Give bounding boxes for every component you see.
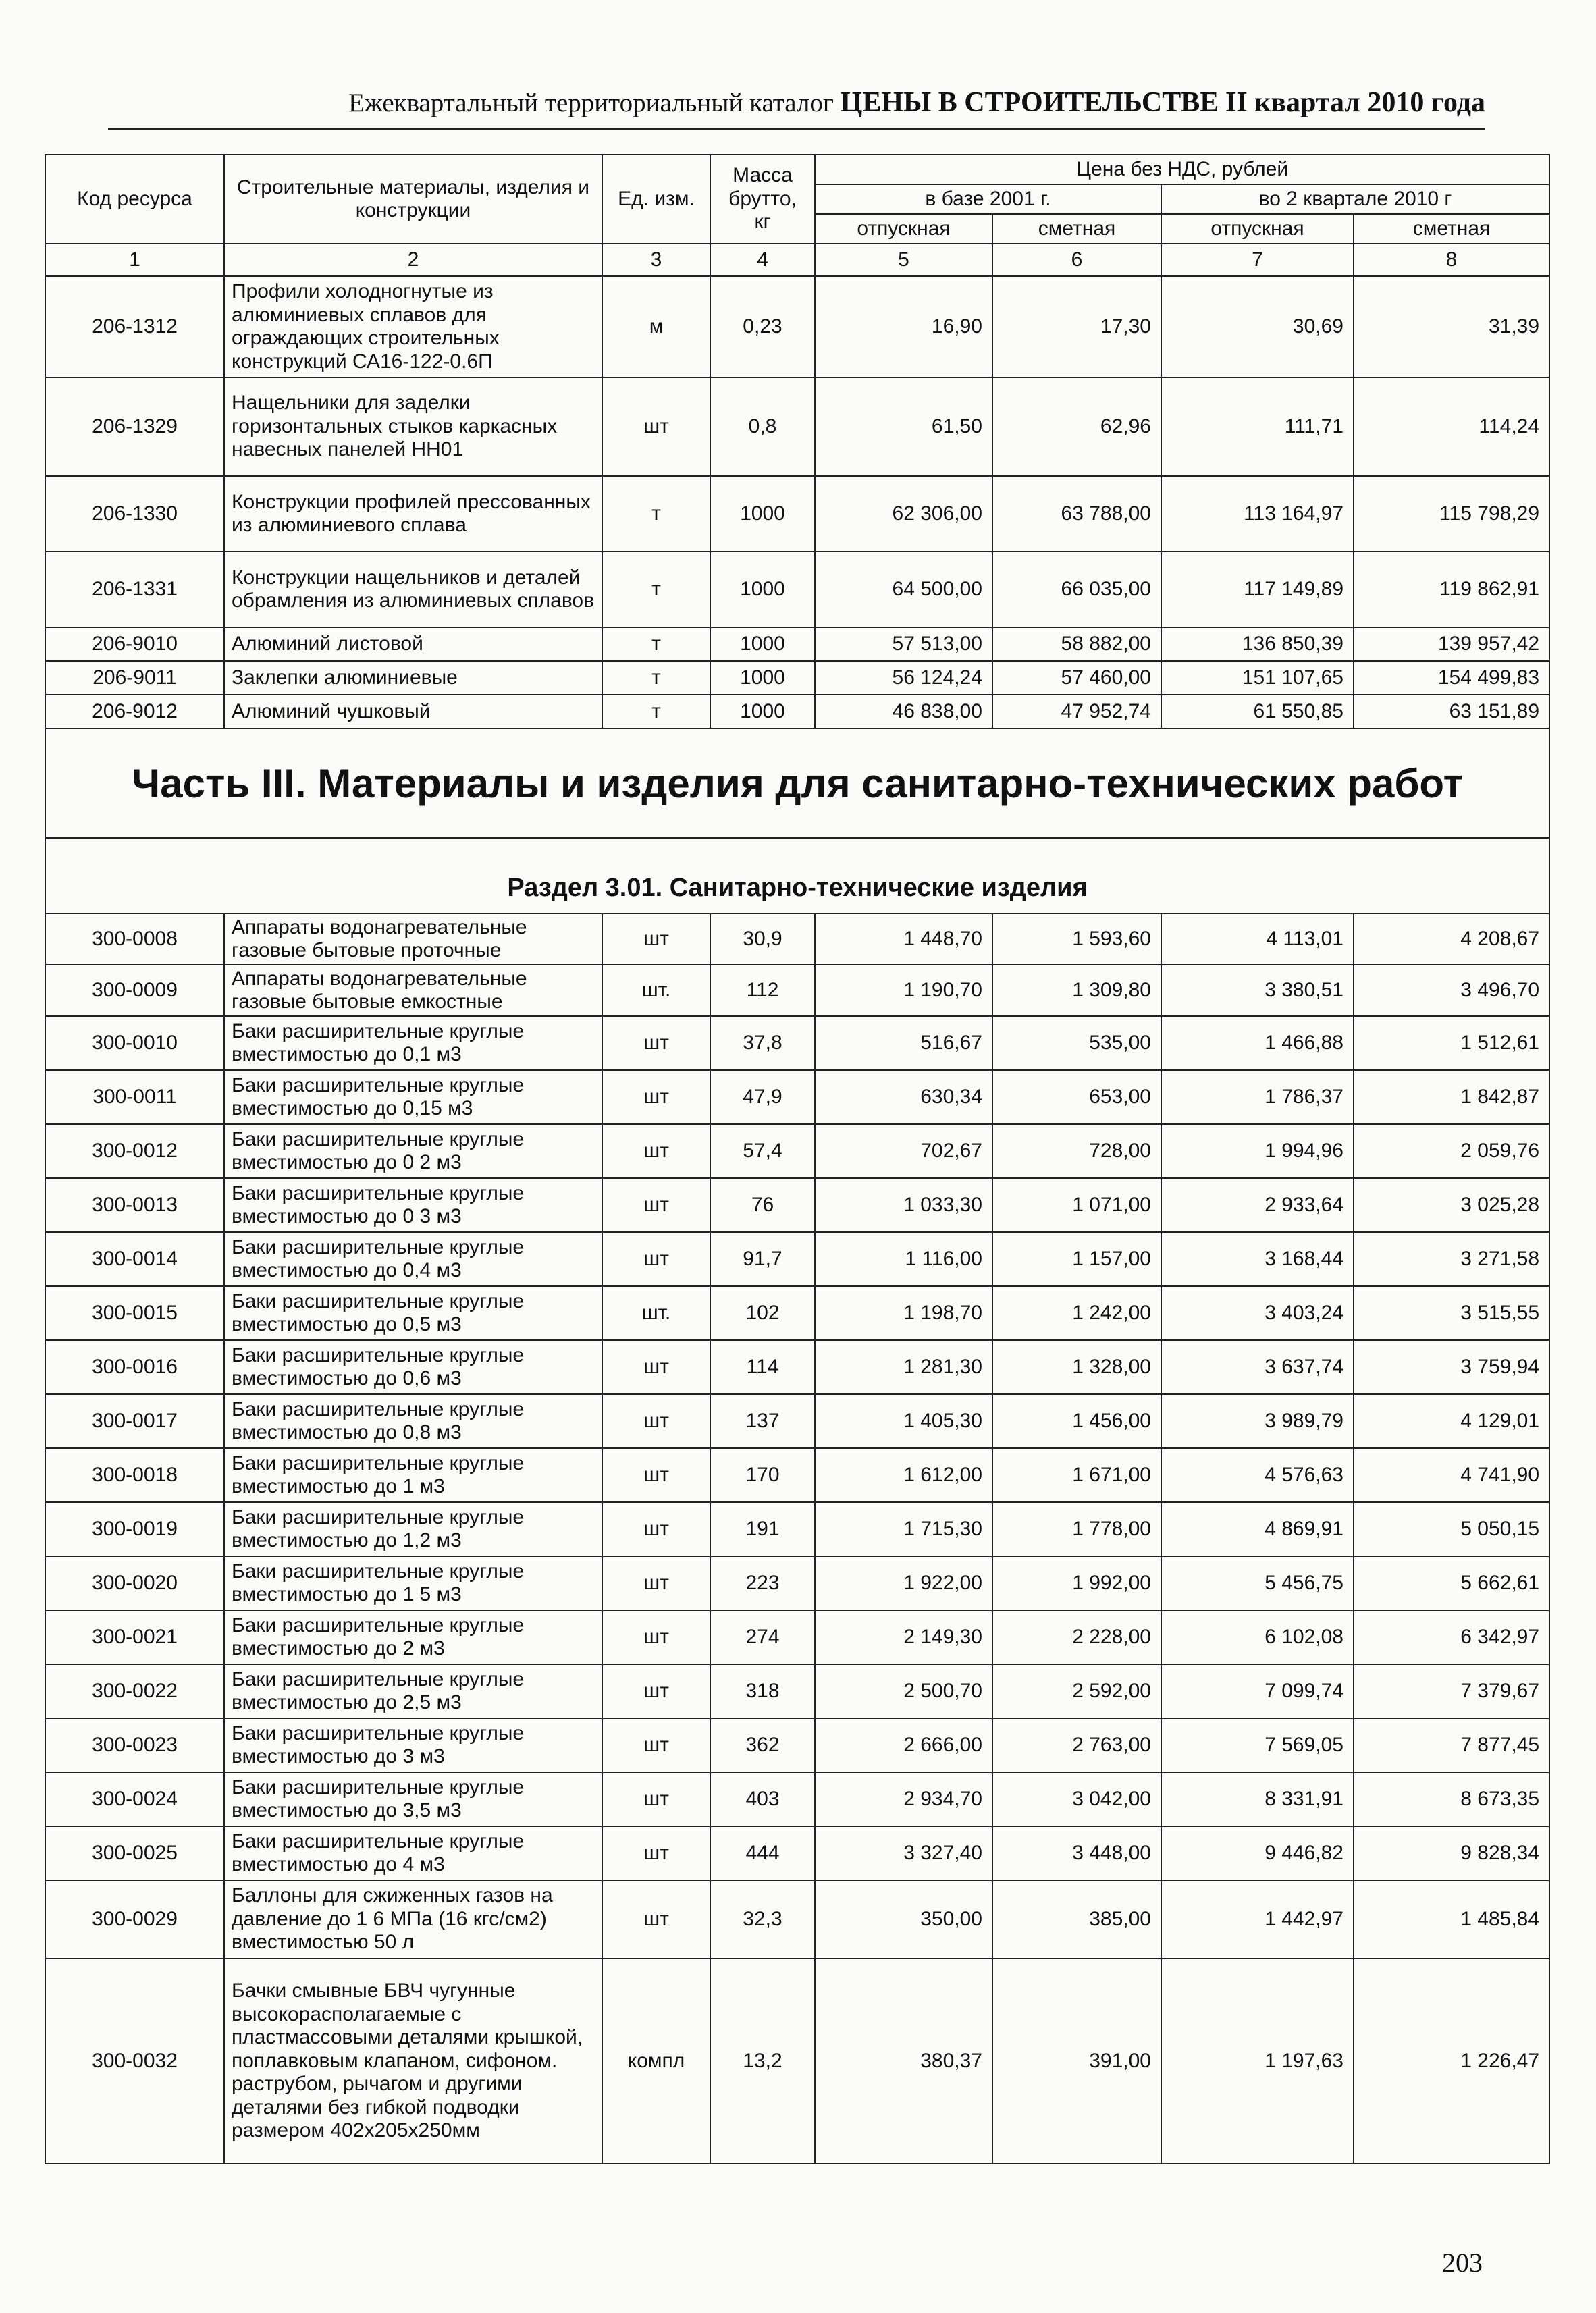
resource-code: 300-0023 xyxy=(45,1718,224,1772)
page-number: 203 xyxy=(1442,2248,1483,2278)
gross-mass: 57,4 xyxy=(710,1124,815,1178)
column-number: 7 xyxy=(1161,244,1354,276)
price-base-release: 3 327,40 xyxy=(815,1826,992,1880)
unit: шт xyxy=(602,1448,710,1502)
price-base-estimate: 1 593,60 xyxy=(992,913,1161,965)
price-base-release: 1 715,30 xyxy=(815,1502,992,1556)
gross-mass: 274 xyxy=(710,1610,815,1664)
resource-code: 300-0013 xyxy=(45,1178,224,1232)
unit: шт xyxy=(602,1502,710,1556)
table-row xyxy=(45,1772,1549,1826)
price-base-estimate: 63 788,00 xyxy=(992,476,1161,552)
price-base-release: 2 666,00 xyxy=(815,1718,992,1772)
table-row xyxy=(45,377,1549,476)
resource-code: 300-0011 xyxy=(45,1070,224,1124)
catalog-period: II квартал 2010 года xyxy=(1225,87,1485,118)
header-name: Строительные материалы, изделия и конструкции xyxy=(224,155,602,244)
resource-code: 300-0025 xyxy=(45,1826,224,1880)
price-current-estimate: 1 226,47 xyxy=(1354,1959,1549,2164)
gross-mass: 114 xyxy=(710,1340,815,1394)
price-current-estimate: 5 662,61 xyxy=(1354,1556,1549,1610)
material-name: Баки расширительные круглые вместимостью до 0,5 м3 xyxy=(224,1286,602,1340)
price-current-release: 3 403,24 xyxy=(1161,1286,1354,1340)
unit: шт xyxy=(602,377,710,476)
table-row xyxy=(45,1178,1549,1232)
header-mass: Масса брутто, кг xyxy=(710,155,815,244)
table-row xyxy=(45,1286,1549,1340)
gross-mass: 1000 xyxy=(710,661,815,695)
price-current-estimate: 139 957,42 xyxy=(1354,627,1549,661)
price-current-estimate: 7 379,67 xyxy=(1354,1664,1549,1718)
resource-code: 300-0032 xyxy=(45,1959,224,2164)
price-base-estimate: 1 456,00 xyxy=(992,1394,1161,1448)
unit: шт xyxy=(602,1718,710,1772)
price-current-estimate: 9 828,34 xyxy=(1354,1826,1549,1880)
resource-code: 300-0020 xyxy=(45,1556,224,1610)
gross-mass: 30,9 xyxy=(710,913,815,965)
gross-mass: 1000 xyxy=(710,552,815,627)
table-row xyxy=(45,1959,1549,2164)
resource-code: 300-0010 xyxy=(45,1016,224,1070)
price-current-estimate: 2 059,76 xyxy=(1354,1124,1549,1178)
price-base-release: 2 934,70 xyxy=(815,1772,992,1826)
header-code: Код ресурса xyxy=(45,155,224,244)
resource-code: 206-9011 xyxy=(45,661,224,695)
column-number: 4 xyxy=(710,244,815,276)
table-row xyxy=(45,1826,1549,1880)
price-current-estimate: 8 673,35 xyxy=(1354,1772,1549,1826)
price-current-estimate: 114,24 xyxy=(1354,377,1549,476)
resource-code: 206-9010 xyxy=(45,627,224,661)
material-name: Баки расширительные круглые вместимостью до 0,6 м3 xyxy=(224,1340,602,1394)
price-base-estimate: 728,00 xyxy=(992,1124,1161,1178)
resource-code: 300-0019 xyxy=(45,1502,224,1556)
price-base-release: 1 612,00 xyxy=(815,1448,992,1502)
price-base-release: 1 281,30 xyxy=(815,1340,992,1394)
resource-code: 300-0014 xyxy=(45,1232,224,1286)
price-current-release: 1 786,37 xyxy=(1161,1070,1354,1124)
unit: шт xyxy=(602,1070,710,1124)
column-number: 5 xyxy=(815,244,992,276)
resource-code: 300-0022 xyxy=(45,1664,224,1718)
price-current-release: 3 637,74 xyxy=(1161,1340,1354,1394)
price-current-release: 1 197,63 xyxy=(1161,1959,1354,2164)
resource-code: 300-0009 xyxy=(45,965,224,1016)
price-current-release: 4 869,91 xyxy=(1161,1502,1354,1556)
section-title: Раздел 3.01. Санитарно-технические изделия xyxy=(45,838,1549,913)
price-base-release: 62 306,00 xyxy=(815,476,992,552)
header-base-release: отпускная xyxy=(815,214,992,244)
price-base-estimate: 62,96 xyxy=(992,377,1161,476)
price-current-estimate: 3 496,70 xyxy=(1354,965,1549,1016)
price-base-release: 1 198,70 xyxy=(815,1286,992,1340)
unit: м xyxy=(602,276,710,377)
material-name: Конструкции нащельников и деталей обрамления из алюминиевых сплавов xyxy=(224,552,602,627)
material-name: Баки расширительные круглые вместимостью до 0,1 м3 xyxy=(224,1016,602,1070)
resource-code: 300-0018 xyxy=(45,1448,224,1502)
table-row xyxy=(45,1124,1549,1178)
price-current-release: 113 164,97 xyxy=(1161,476,1354,552)
material-name: Баки расширительные круглые вместимостью до 0 2 м3 xyxy=(224,1124,602,1178)
gross-mass: 191 xyxy=(710,1502,815,1556)
header-base-2001: в базе 2001 г. xyxy=(815,184,1161,214)
unit: т xyxy=(602,661,710,695)
price-base-release: 702,67 xyxy=(815,1124,992,1178)
unit: компл xyxy=(602,1959,710,2164)
price-current-estimate: 3 271,58 xyxy=(1354,1232,1549,1286)
material-name: Баки расширительные круглые вместимостью до 3 м3 xyxy=(224,1718,602,1772)
gross-mass: 13,2 xyxy=(710,1959,815,2164)
price-base-estimate: 47 952,74 xyxy=(992,695,1161,728)
table-row xyxy=(45,661,1549,695)
price-base-release: 16,90 xyxy=(815,276,992,377)
price-current-release: 7 569,05 xyxy=(1161,1718,1354,1772)
material-name: Баки расширительные круглые вместимостью до 1 5 м3 xyxy=(224,1556,602,1610)
price-current-release: 1 466,88 xyxy=(1161,1016,1354,1070)
unit: т xyxy=(602,627,710,661)
price-current-release: 136 850,39 xyxy=(1161,627,1354,661)
table-row xyxy=(45,1448,1549,1502)
price-table xyxy=(45,154,1550,2164)
price-current-release: 151 107,65 xyxy=(1161,661,1354,695)
table-body-top xyxy=(45,276,1549,728)
table-row xyxy=(45,1556,1549,1610)
price-current-release: 2 933,64 xyxy=(1161,1178,1354,1232)
price-current-release: 3 380,51 xyxy=(1161,965,1354,1016)
unit: шт xyxy=(602,1880,710,1959)
unit: шт xyxy=(602,1340,710,1394)
price-base-release: 630,34 xyxy=(815,1070,992,1124)
price-base-estimate: 653,00 xyxy=(992,1070,1161,1124)
price-current-release: 117 149,89 xyxy=(1161,552,1354,627)
price-current-release: 4 113,01 xyxy=(1161,913,1354,965)
material-name: Алюминий чушковый xyxy=(224,695,602,728)
price-base-release: 1 922,00 xyxy=(815,1556,992,1610)
resource-code: 300-0016 xyxy=(45,1340,224,1394)
material-name: Аппараты водонагревательные газовые бытовые емкостные xyxy=(224,965,602,1016)
unit: шт xyxy=(602,1016,710,1070)
gross-mass: 170 xyxy=(710,1448,815,1502)
table-row xyxy=(45,1070,1549,1124)
price-base-release: 1 116,00 xyxy=(815,1232,992,1286)
gross-mass: 91,7 xyxy=(710,1232,815,1286)
unit: шт xyxy=(602,1124,710,1178)
price-current-estimate: 3 025,28 xyxy=(1354,1178,1549,1232)
gross-mass: 1000 xyxy=(710,627,815,661)
price-base-estimate: 385,00 xyxy=(992,1880,1161,1959)
price-current-estimate: 115 798,29 xyxy=(1354,476,1549,552)
price-current-estimate: 4 208,67 xyxy=(1354,913,1549,965)
price-current-release: 3 168,44 xyxy=(1161,1232,1354,1286)
table-row xyxy=(45,965,1549,1016)
unit: т xyxy=(602,695,710,728)
table-row xyxy=(45,1664,1549,1718)
material-name: Баки расширительные круглые вместимостью до 4 м3 xyxy=(224,1826,602,1880)
resource-code: 206-1329 xyxy=(45,377,224,476)
table-row xyxy=(45,695,1549,728)
running-header xyxy=(108,86,1485,119)
column-number: 6 xyxy=(992,244,1161,276)
material-name: Бачки смывные БВЧ чугунные высокорасполагаемые с пластмассовыми деталями крышкой, поплавковым клапаном, сифоном. раструбом, рычагом и другими деталями без гибкой подводки размером 402х205х250мм xyxy=(224,1959,602,2164)
price-base-release: 57 513,00 xyxy=(815,627,992,661)
table-row xyxy=(45,1232,1549,1286)
price-current-estimate: 63 151,89 xyxy=(1354,695,1549,728)
unit: т xyxy=(602,476,710,552)
price-base-estimate: 1 157,00 xyxy=(992,1232,1161,1286)
price-current-estimate: 1 485,84 xyxy=(1354,1880,1549,1959)
unit: шт xyxy=(602,913,710,965)
price-base-estimate: 3 042,00 xyxy=(992,1772,1161,1826)
price-current-estimate: 5 050,15 xyxy=(1354,1502,1549,1556)
material-name: Баки расширительные круглые вместимостью до 1 м3 xyxy=(224,1448,602,1502)
price-base-release: 516,67 xyxy=(815,1016,992,1070)
price-current-estimate: 3 759,94 xyxy=(1354,1340,1549,1394)
material-name: Баки расширительные круглые вместимостью до 3,5 м3 xyxy=(224,1772,602,1826)
unit: шт. xyxy=(602,965,710,1016)
price-current-estimate: 154 499,83 xyxy=(1354,661,1549,695)
header-unit: Ед. изм. xyxy=(602,155,710,244)
resource-code: 300-0017 xyxy=(45,1394,224,1448)
price-base-estimate: 66 035,00 xyxy=(992,552,1161,627)
price-base-estimate: 3 448,00 xyxy=(992,1826,1161,1880)
material-name: Баки расширительные круглые вместимостью до 0,15 м3 xyxy=(224,1070,602,1124)
price-base-release: 2 500,70 xyxy=(815,1664,992,1718)
table-row xyxy=(45,1880,1549,1959)
material-name: Баки расширительные круглые вместимостью до 2,5 м3 xyxy=(224,1664,602,1718)
price-base-estimate: 1 242,00 xyxy=(992,1286,1161,1340)
price-current-estimate: 1 842,87 xyxy=(1354,1070,1549,1124)
material-name: Алюминий листовой xyxy=(224,627,602,661)
resource-code: 206-1331 xyxy=(45,552,224,627)
unit: шт xyxy=(602,1772,710,1826)
unit: шт xyxy=(602,1178,710,1232)
price-base-release: 56 124,24 xyxy=(815,661,992,695)
price-base-estimate: 1 992,00 xyxy=(992,1556,1161,1610)
header-price-group: Цена без НДС, рублей xyxy=(815,155,1549,184)
price-base-estimate: 1 071,00 xyxy=(992,1178,1161,1232)
resource-code: 300-0008 xyxy=(45,913,224,965)
gross-mass: 362 xyxy=(710,1718,815,1772)
table-row xyxy=(45,913,1549,965)
gross-mass: 47,9 xyxy=(710,1070,815,1124)
column-number: 1 xyxy=(45,244,224,276)
header-current-2010: во 2 квартале 2010 г xyxy=(1161,184,1549,214)
unit: шт xyxy=(602,1394,710,1448)
price-current-release: 61 550,85 xyxy=(1161,695,1354,728)
price-base-release: 2 149,30 xyxy=(815,1610,992,1664)
material-name: Конструкции профилей прессованных из алюминиевого сплава xyxy=(224,476,602,552)
material-name: Баки расширительные круглые вместимостью до 2 м3 xyxy=(224,1610,602,1664)
gross-mass: 112 xyxy=(710,965,815,1016)
price-current-estimate: 4 741,90 xyxy=(1354,1448,1549,1502)
table-row xyxy=(45,1394,1549,1448)
header-base-estimate: сметная xyxy=(992,214,1161,244)
price-current-estimate: 3 515,55 xyxy=(1354,1286,1549,1340)
price-current-estimate: 31,39 xyxy=(1354,276,1549,377)
price-base-release: 1 190,70 xyxy=(815,965,992,1016)
gross-mass: 0,8 xyxy=(710,377,815,476)
material-name: Нащельники для заделки горизонтальных стыков каркасных навесных панелей НН01 xyxy=(224,377,602,476)
part-title-block xyxy=(45,728,1549,913)
gross-mass: 76 xyxy=(710,1178,815,1232)
header-current-release: отпускная xyxy=(1161,214,1354,244)
gross-mass: 403 xyxy=(710,1772,815,1826)
price-base-estimate: 2 763,00 xyxy=(992,1718,1161,1772)
price-current-release: 30,69 xyxy=(1161,276,1354,377)
price-base-release: 1 033,30 xyxy=(815,1178,992,1232)
table-row xyxy=(45,1718,1549,1772)
material-name: Баки расширительные круглые вместимостью до 0,8 м3 xyxy=(224,1394,602,1448)
price-current-release: 3 989,79 xyxy=(1161,1394,1354,1448)
price-base-release: 61,50 xyxy=(815,377,992,476)
resource-code: 300-0012 xyxy=(45,1124,224,1178)
resource-code: 300-0029 xyxy=(45,1880,224,1959)
price-current-release: 111,71 xyxy=(1161,377,1354,476)
price-base-estimate: 2 592,00 xyxy=(992,1664,1161,1718)
price-current-estimate: 4 129,01 xyxy=(1354,1394,1549,1448)
resource-code: 206-1312 xyxy=(45,276,224,377)
price-current-release: 7 099,74 xyxy=(1161,1664,1354,1718)
column-number: 3 xyxy=(602,244,710,276)
price-current-release: 1 442,97 xyxy=(1161,1880,1354,1959)
unit: шт xyxy=(602,1610,710,1664)
material-name: Аппараты водонагревательные газовые бытовые проточные xyxy=(224,913,602,965)
material-name: Профили холодногнутые из алюминиевых сплавов для ограждающих строительных конструкций СА16-122-0.6П xyxy=(224,276,602,377)
gross-mass: 318 xyxy=(710,1664,815,1718)
resource-code: 300-0021 xyxy=(45,1610,224,1664)
unit: шт xyxy=(602,1556,710,1610)
gross-mass: 137 xyxy=(710,1394,815,1448)
price-base-estimate: 1 328,00 xyxy=(992,1340,1161,1394)
price-current-release: 6 102,08 xyxy=(1161,1610,1354,1664)
gross-mass: 0,23 xyxy=(710,276,815,377)
price-current-release: 9 446,82 xyxy=(1161,1826,1354,1880)
column-number: 2 xyxy=(224,244,602,276)
price-base-estimate: 1 309,80 xyxy=(992,965,1161,1016)
resource-code: 300-0015 xyxy=(45,1286,224,1340)
part-title: Часть III. Материалы и изделия для санитарно-технических работ xyxy=(45,728,1549,838)
material-name: Баллоны для сжиженных газов на давление до 1 6 МПа (16 кгс/см2) вместимостью 50 л xyxy=(224,1880,602,1959)
price-current-estimate: 119 862,91 xyxy=(1354,552,1549,627)
price-base-estimate: 17,30 xyxy=(992,276,1161,377)
price-current-estimate: 6 342,97 xyxy=(1354,1610,1549,1664)
table-row xyxy=(45,552,1549,627)
table-row xyxy=(45,476,1549,552)
resource-code: 206-9012 xyxy=(45,695,224,728)
unit: т xyxy=(602,552,710,627)
price-base-release: 380,37 xyxy=(815,1959,992,2164)
price-base-release: 64 500,00 xyxy=(815,552,992,627)
price-current-estimate: 7 877,45 xyxy=(1354,1718,1549,1772)
price-base-estimate: 535,00 xyxy=(992,1016,1161,1070)
price-current-release: 5 456,75 xyxy=(1161,1556,1354,1610)
column-number: 8 xyxy=(1354,244,1549,276)
price-current-release: 1 994,96 xyxy=(1161,1124,1354,1178)
catalog-prefix: Ежеквартальный территориальный каталог xyxy=(348,88,841,117)
table-row xyxy=(45,276,1549,377)
price-base-release: 350,00 xyxy=(815,1880,992,1959)
unit: шт xyxy=(602,1664,710,1718)
unit: шт xyxy=(602,1232,710,1286)
material-name: Баки расширительные круглые вместимостью до 0 3 м3 xyxy=(224,1178,602,1232)
price-base-release: 1 448,70 xyxy=(815,913,992,965)
table-row xyxy=(45,1016,1549,1070)
price-base-estimate: 2 228,00 xyxy=(992,1610,1161,1664)
catalog-title: ЦЕНЫ В СТРОИТЕЛЬСТВЕ xyxy=(840,87,1219,118)
price-base-release: 46 838,00 xyxy=(815,695,992,728)
material-name: Баки расширительные круглые вместимостью до 0,4 м3 xyxy=(224,1232,602,1286)
price-base-release: 1 405,30 xyxy=(815,1394,992,1448)
price-base-estimate: 1 671,00 xyxy=(992,1448,1161,1502)
gross-mass: 1000 xyxy=(710,476,815,552)
unit: шт. xyxy=(602,1286,710,1340)
table-row xyxy=(45,1502,1549,1556)
table-row xyxy=(45,1340,1549,1394)
resource-code: 300-0024 xyxy=(45,1772,224,1826)
material-name: Баки расширительные круглые вместимостью до 1,2 м3 xyxy=(224,1502,602,1556)
price-base-estimate: 57 460,00 xyxy=(992,661,1161,695)
gross-mass: 1000 xyxy=(710,695,815,728)
price-base-estimate: 58 882,00 xyxy=(992,627,1161,661)
table-row xyxy=(45,1610,1549,1664)
gross-mass: 223 xyxy=(710,1556,815,1610)
table-row xyxy=(45,627,1549,661)
gross-mass: 32,3 xyxy=(710,1880,815,1959)
price-current-release: 4 576,63 xyxy=(1161,1448,1354,1502)
table-body-bottom xyxy=(45,913,1549,2164)
resource-code: 206-1330 xyxy=(45,476,224,552)
price-base-estimate: 1 778,00 xyxy=(992,1502,1161,1556)
gross-mass: 102 xyxy=(710,1286,815,1340)
header-current-estimate: сметная xyxy=(1354,214,1549,244)
header-rule xyxy=(108,128,1485,130)
price-base-estimate: 391,00 xyxy=(992,1959,1161,2164)
column-number-row xyxy=(45,244,1549,276)
gross-mass: 37,8 xyxy=(710,1016,815,1070)
price-current-estimate: 1 512,61 xyxy=(1354,1016,1549,1070)
price-current-release: 8 331,91 xyxy=(1161,1772,1354,1826)
material-name: Заклепки алюминиевые xyxy=(224,661,602,695)
gross-mass: 444 xyxy=(710,1826,815,1880)
unit: шт xyxy=(602,1826,710,1880)
